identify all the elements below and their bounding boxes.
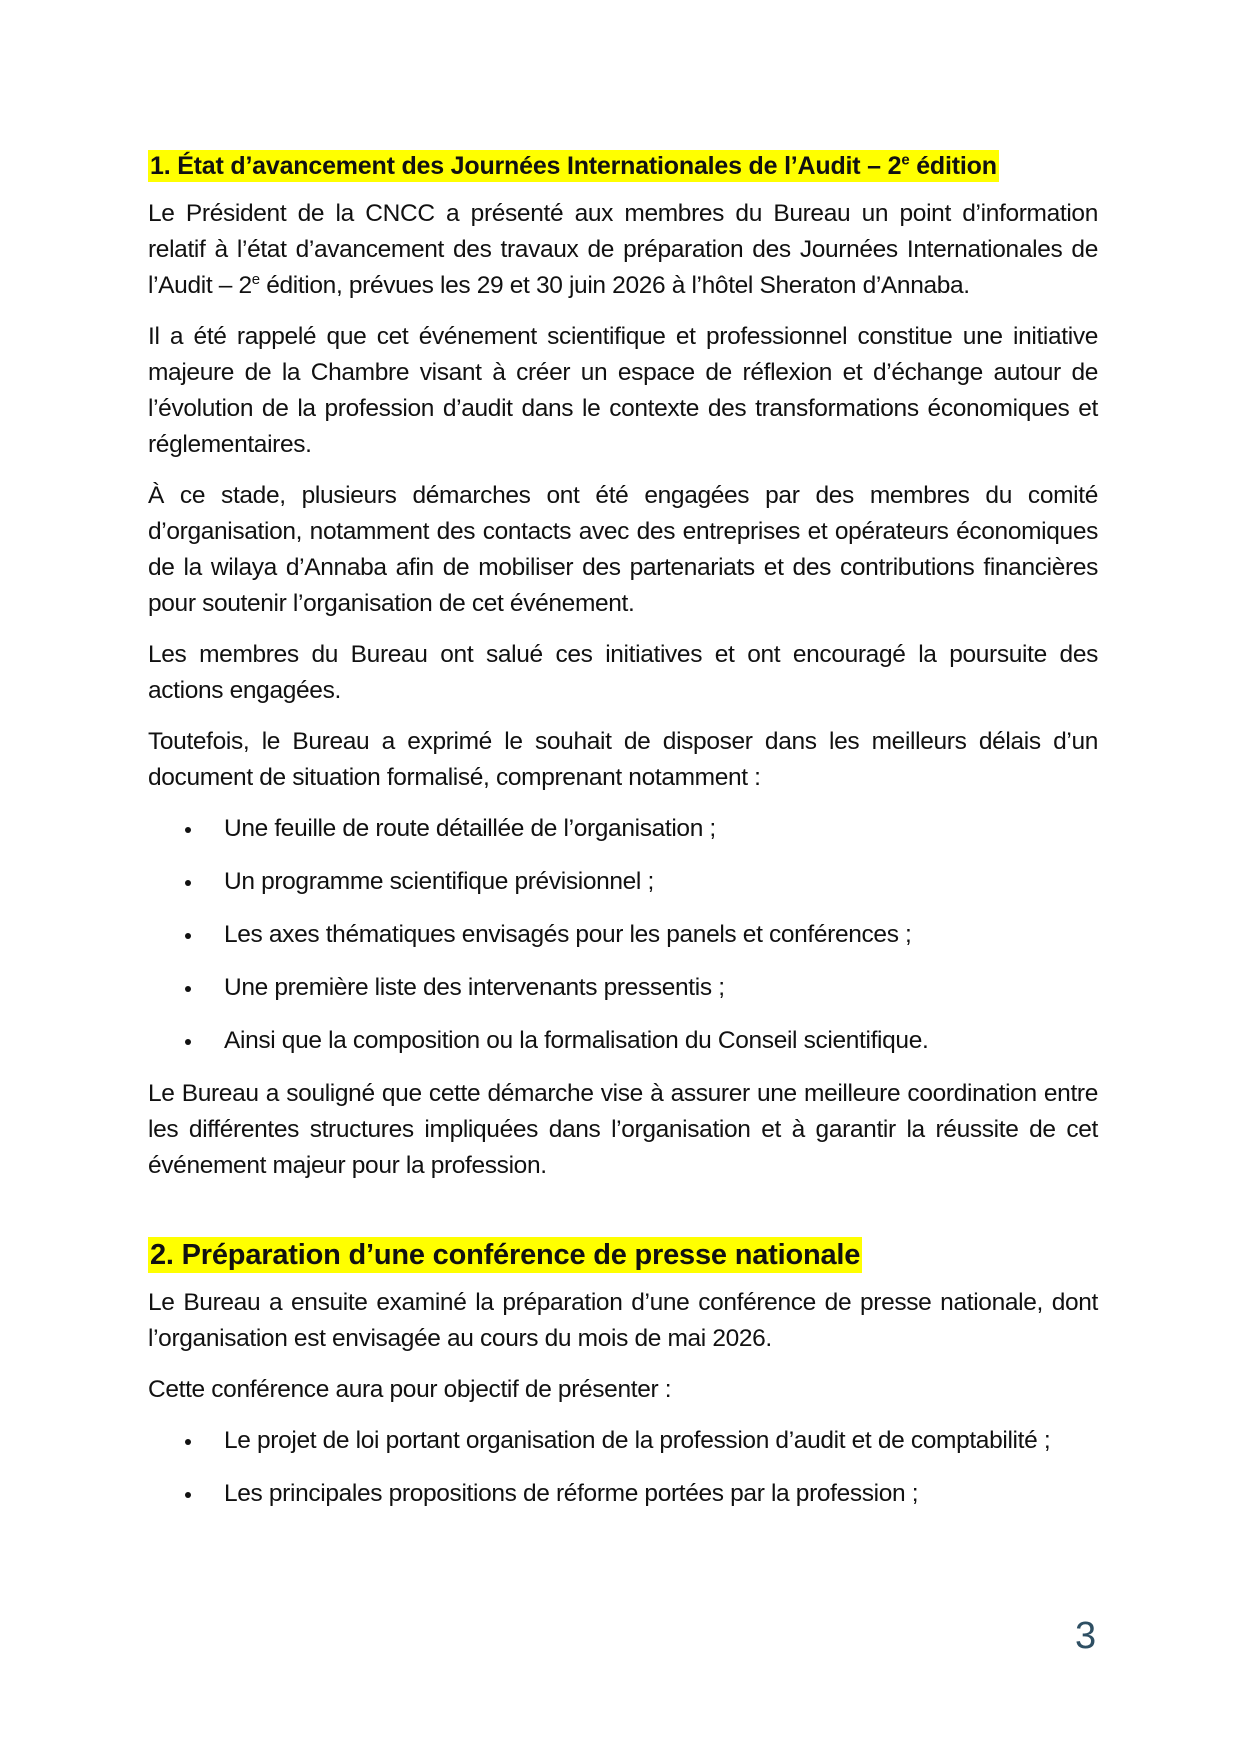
page-number: 3: [1075, 1615, 1097, 1657]
paragraph-text: Le Président de la CNCC a présenté aux membres du Bureau un point d’information relatif à l’état d’avancement des travaux de préparation des Journées Internationales de l’Audit – 2: [148, 200, 1098, 299]
bullet-icon: [185, 1039, 191, 1045]
paragraph-4: Les membres du Bureau ont salué ces initiatives et ont encouragé la poursuite des actions engagées.: [148, 641, 1098, 704]
heading-text: 1. État d’avancement des Journées Internationales de l’Audit – 2: [150, 152, 902, 180]
list-item-text: Une première liste des intervenants pressentis ;: [224, 974, 725, 1001]
bullet-icon: [185, 1492, 191, 1498]
superscript: e: [251, 270, 260, 288]
section-1-heading: [148, 150, 999, 182]
section-2-heading: 2. Préparation d’une conférence de presse nationale: [150, 1239, 861, 1271]
paragraph-6: Le Bureau a souligné que cette démarche vise à assurer une meilleure coordination entre les différentes structures impliquées dans l’organisation et à garantir la réussite de cet événement majeur pour la profession.: [148, 1080, 1098, 1179]
paragraph-5: Toutefois, le Bureau a exprimé le souhait de disposer dans les meilleurs délais d’un document de situation formalisé, comprenant notamment :: [148, 728, 1098, 791]
list-item: [148, 917, 1098, 953]
bullet-icon: [185, 933, 191, 939]
paragraph-8: Cette conférence aura pour objectif de présenter :: [148, 1376, 672, 1403]
section-2: [148, 1237, 1098, 1512]
list-item: [148, 811, 1098, 847]
document-page: [148, 150, 1098, 1529]
list-item-text: Les principales propositions de réforme portées par la profession ;: [224, 1480, 919, 1507]
list-item-text: Ainsi que la composition ou la formalisation du Conseil scientifique.: [224, 1027, 929, 1054]
section-1: [148, 150, 1098, 1184]
list-item-text: Une feuille de route détaillée de l’organisation ;: [224, 815, 716, 842]
bullet-icon: [185, 1439, 191, 1445]
list-item: [148, 1023, 1098, 1059]
list-item-text: Les axes thématiques envisagés pour les panels et conférences ;: [224, 921, 912, 948]
list-item: [148, 1476, 1098, 1512]
list-item: [148, 864, 1098, 900]
paragraph-3: À ce stade, plusieurs démarches ont été engagées par des membres du comité d’organisation, notamment des contacts avec des entreprises et opérateurs économiques de la wilaya d’Annaba afin de mobiliser des partenariats et des contributions financières pour soutenir l’organisation de cet événement.: [148, 482, 1098, 617]
paragraph-text-end: édition, prévues les 29 et 30 juin 2026 à l’hôtel Sheraton d’Annaba.: [259, 272, 970, 299]
superscript: e: [901, 151, 910, 169]
list-item: [148, 1423, 1098, 1459]
list-item-text: Un programme scientifique prévisionnel ;: [224, 868, 654, 895]
paragraph-2: Il a été rappelé que cet événement scientifique et professionnel constitue une initiative majeure de la Chambre visant à créer un espace de réflexion et d’échange autour de l’évolution de la profession d’audit dans le contexte des transformations économiques et réglementaires.: [148, 323, 1098, 458]
bullet-list-1: [148, 811, 1098, 1059]
bullet-icon: [185, 986, 191, 992]
section-spacer: [148, 1199, 1098, 1237]
list-item-text: Le projet de loi portant organisation de la profession d’audit et de comptabilité ;: [224, 1427, 1051, 1454]
bullet-icon: [185, 827, 191, 833]
paragraph-1: [148, 196, 1098, 304]
heading-text-end: édition: [909, 152, 997, 180]
list-item: [148, 970, 1098, 1006]
bullet-icon: [185, 880, 191, 886]
bullet-list-2: [148, 1423, 1098, 1512]
paragraph-7: Le Bureau a ensuite examiné la préparation d’une conférence de presse nationale, dont l’organisation est envisagée au cours du mois de mai 2026.: [148, 1289, 1098, 1352]
